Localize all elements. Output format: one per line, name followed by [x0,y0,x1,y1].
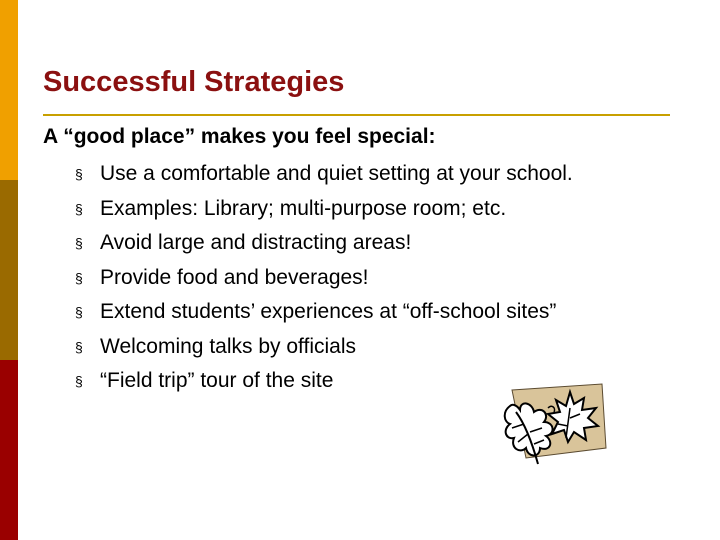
side-accent-bar-bottom [0,360,18,540]
list-item [75,264,573,299]
lead-statement: A “good place” makes you feel special: [43,125,436,148]
bullet-text: Provide food and beverages! [100,265,369,289]
side-accent-bar-middle [0,180,18,360]
bullet-text: Use a comfortable and quiet setting at your school. [100,162,573,185]
bullet-icon: § [75,304,83,320]
bullet-list [75,160,573,402]
bullet-text: Avoid large and distracting areas! [100,231,412,254]
side-accent-bar-top [0,0,18,180]
bullet-icon: § [75,235,83,251]
list-item [75,160,573,195]
bullet-icon: § [75,373,83,389]
bullet-icon: § [75,166,83,182]
list-item [75,229,573,264]
list-item [75,195,573,230]
bullet-text: Extend students’ experiences at “off-school sites” [100,300,557,323]
bullet-icon: § [75,269,83,286]
bullet-icon: § [75,338,83,355]
list-item [75,298,573,333]
bullet-text: “Field trip” tour of the site [100,369,334,392]
bullet-text: Examples: Library; multi-purpose room; etc. [100,196,507,220]
slide-title: Successful Strategies [43,66,345,98]
bullet-icon: § [75,200,83,217]
title-divider [43,114,670,116]
bullet-text: Welcoming talks by officials [100,334,356,358]
list-item [75,333,573,368]
autumn-leaves-icon [498,378,610,474]
